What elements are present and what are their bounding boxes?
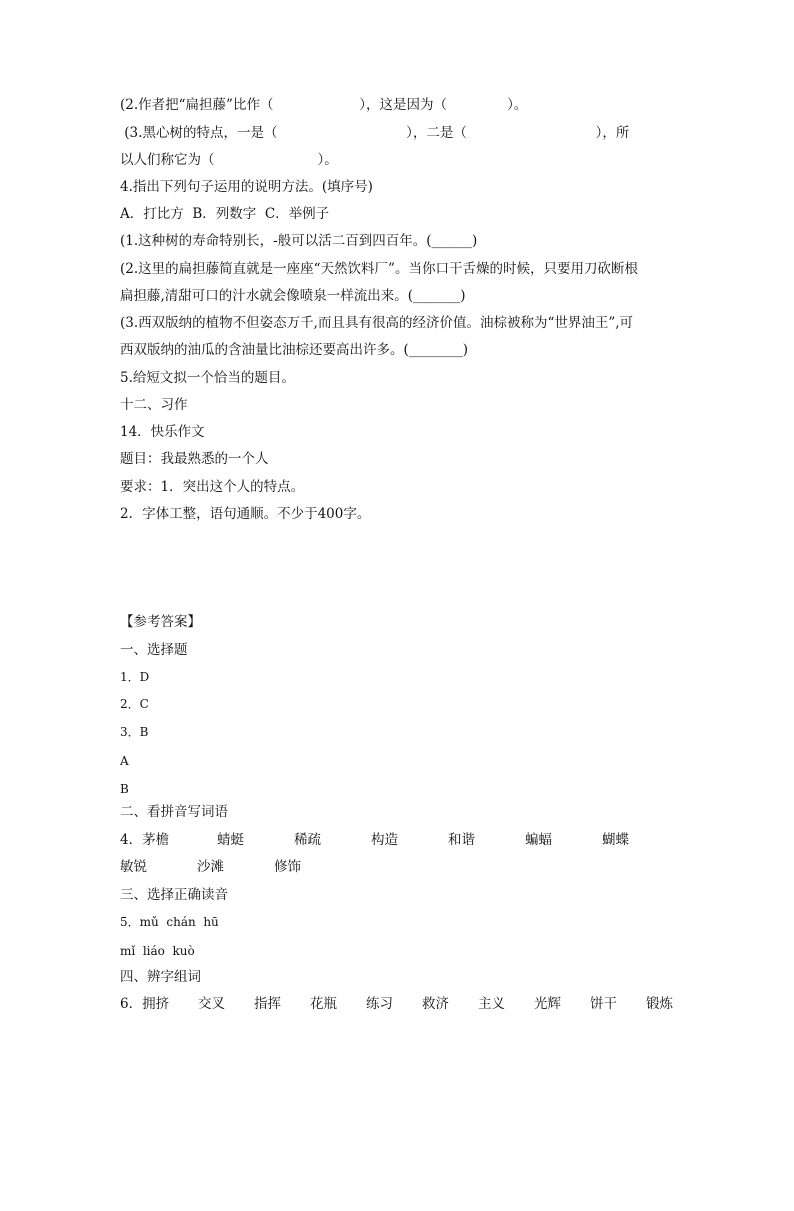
answer-4-word: 构造 <box>371 832 398 848</box>
answer-6-label: 6．拥挤 <box>120 996 170 1012</box>
question-2-3-line2: 以人们称它为（ ）。 <box>120 152 338 168</box>
answer-4-word: 敏锐 <box>120 859 147 875</box>
question-4-2-line2: 扁担藤,清甜可口的汁水就会像喷泉一样流出来。(_______) <box>120 288 466 304</box>
answers-section-1: 一、选择题 <box>120 642 188 658</box>
answer-3-extra-b: B <box>120 782 129 796</box>
question-5: 5.给短文拟一个恰当的题目。 <box>120 370 295 386</box>
answer-6-word: 光辉 <box>534 996 561 1012</box>
answers-header: 【参考答案】 <box>120 614 201 630</box>
answer-3: 3．B <box>120 725 149 739</box>
answer-2: 2．C <box>120 697 149 711</box>
composition-requirement-1: 要求：1．突出这个人的特点。 <box>120 479 305 495</box>
question-4-1: (1.这种树的寿命特别长，-般可以活二百到四百年。(______) <box>120 233 478 249</box>
answer-5-extra: mǐ liáo kuò <box>120 944 195 958</box>
answer-5: 5．mǔ chán hū <box>120 915 219 929</box>
answers-section-3: 三、选择正确读音 <box>120 887 228 903</box>
answer-6-row <box>120 995 680 1013</box>
answer-4-word: 和谐 <box>448 832 475 848</box>
question-4-2-line1: (2.这里的扁担藤简直就是一座座“天然饮料厂”。当你口干舌燥的时候，只要用刀砍断根 <box>120 261 638 277</box>
answer-1: 1．D <box>120 670 150 684</box>
composition-requirement-2: 2．字体工整，语句通顺。不少于400字。 <box>120 506 371 522</box>
answer-4-word: 蝴蝶 <box>602 832 629 848</box>
question-2-2: (2.作者把“扁担藤”比作（ ），这是因为（ ）。 <box>120 97 528 113</box>
composition-section-heading: 十二、习作 <box>120 397 188 413</box>
answer-6-word: 锻炼 <box>646 996 673 1012</box>
question-2-3-line1: (3.黑心树的特点，一是（ ），二是（ ），所 <box>120 125 630 141</box>
answer-4-word: 蝙蝠 <box>525 832 552 848</box>
answer-6-word: 指挥 <box>254 996 281 1012</box>
answer-4-label: 4．茅檐 <box>120 832 170 848</box>
answer-4-word: 沙滩 <box>197 859 224 875</box>
composition-item: 14．快乐作文 <box>120 424 205 440</box>
question-4-title: 4.指出下列句子运用的说明方法。(填序号) <box>120 179 373 195</box>
answer-6-word: 饼干 <box>590 996 617 1012</box>
answer-6-word: 花瓶 <box>310 996 337 1012</box>
answer-6-word: 主义 <box>478 996 505 1012</box>
answers-section-2: 二、看拼音写词语 <box>120 804 228 820</box>
answer-6-word: 练习 <box>366 996 393 1012</box>
answer-3-extra-a: A <box>120 754 129 768</box>
answer-6-word: 救济 <box>422 996 449 1012</box>
question-4-options: A．打比方 B．列数字 C．举例子 <box>120 206 330 222</box>
answer-4-word: 修饰 <box>274 859 301 875</box>
answer-6-word: 交叉 <box>198 996 225 1012</box>
question-4-3-line2: 西双版纳的油瓜的含油量比油棕还要高出许多。(________) <box>120 342 469 358</box>
answer-4-row1 <box>120 831 680 849</box>
answers-section-4: 四、辨字组词 <box>120 969 201 985</box>
composition-topic: 题目：我最熟悉的一个人 <box>120 451 269 467</box>
answer-4-row2 <box>120 858 420 876</box>
question-4-3-line1: (3.西双版纳的植物不但姿态万千,而且具有很高的经济价值。油棕被称为“世界油王”,可 <box>120 315 634 331</box>
answer-4-word: 稀疏 <box>294 832 321 848</box>
answer-4-word: 蜻蜓 <box>217 832 244 848</box>
